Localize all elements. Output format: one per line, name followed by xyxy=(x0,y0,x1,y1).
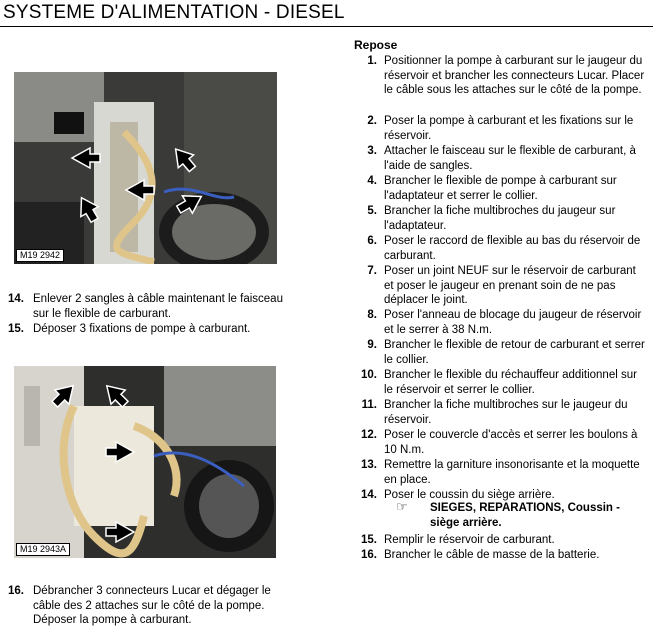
step-number: 3. xyxy=(367,145,377,157)
step-number: 16. xyxy=(8,585,24,597)
step-text: Brancher le câble de masse de la batterie. xyxy=(384,549,600,561)
cross-reference-text[interactable]: SIEGES, REPARATIONS, Coussin - siège arrière. xyxy=(430,502,620,529)
step-text: Brancher le flexible de retour de carburant et serrer le collier. xyxy=(384,339,645,366)
step-number: 14. xyxy=(361,489,377,501)
step-text: Attacher le faisceau sur le flexible de carburant, à l'aide de sangles. xyxy=(384,145,636,172)
step-text: Brancher le flexible de pompe à carburant sur l'adaptateur et serrer le collier. xyxy=(384,175,617,202)
step-number: 5. xyxy=(367,205,377,217)
step-number: 15. xyxy=(8,323,24,335)
step-text: Poser le couvercle d'accès et serrer les boulons à 10 N.m. xyxy=(384,429,638,456)
step-number: 1. xyxy=(367,55,377,67)
step-number: 11. xyxy=(361,399,377,411)
page-title: SYSTEME D'ALIMENTATION - DIESEL xyxy=(3,2,345,23)
step-text: Positionner la pompe à carburant sur le jaugeur du réservoir et brancher les connecteurs Lucar. Placer le câble sous les attaches sur le côté de la pompe. xyxy=(384,55,645,97)
step-text: Remplir le réservoir de carburant. xyxy=(384,534,555,546)
figure-2-photo xyxy=(14,366,276,558)
step-number: 12. xyxy=(361,429,377,441)
page-header xyxy=(0,0,653,27)
step-number: 4. xyxy=(367,175,377,187)
step-text: Poser l'anneau de blocage du jaugeur de réservoir et le serrer à 38 N.m. xyxy=(384,309,642,336)
step-number: 15. xyxy=(361,534,377,546)
fuel-pump-photo-icon xyxy=(14,72,277,264)
figure-label: M19 2943A xyxy=(16,543,70,556)
step-text: Brancher la fiche multibroches du jaugeur sur l'adaptateur. xyxy=(384,205,616,232)
pointing-hand-icon: ☞ xyxy=(396,499,408,514)
step-number: 2. xyxy=(367,115,377,127)
step-number: 6. xyxy=(367,235,377,247)
figure-label: M19 2942 xyxy=(16,249,64,262)
step-text: Poser la pompe à carburant et les fixations sur le réservoir. xyxy=(384,115,634,142)
step-text: Remettre la garniture insonorisante et la moquette en place. xyxy=(384,459,640,486)
step-number: 14. xyxy=(8,293,24,305)
step-number: 13. xyxy=(361,459,377,471)
step-number: 7. xyxy=(367,265,377,277)
step-text: Poser le coussin du siège arrière. xyxy=(384,489,555,501)
step-number: 16. xyxy=(361,549,377,561)
step-text: Brancher la fiche multibroches sur le jaugeur du réservoir. xyxy=(384,399,628,426)
step-number: 10. xyxy=(361,369,377,381)
step-text: Débrancher 3 connecteurs Lucar et dégager le câble des 2 attaches sur le côté de la pompe. Déposer la pompe à carburant. xyxy=(33,585,271,627)
step-number: 9. xyxy=(367,339,377,351)
fuel-pump-photo-icon xyxy=(14,366,276,558)
step-text: Poser un joint NEUF sur le réservoir de carburant et poser le jaugeur en prenant soin de ne pas déplacer le joint. xyxy=(384,265,636,307)
section-heading-repose: Repose xyxy=(354,38,398,52)
figure-1-photo xyxy=(14,72,277,264)
step-text: Brancher le flexible du réchauffeur additionnel sur le réservoir et serrer le collier. xyxy=(384,369,637,396)
step-number: 8. xyxy=(367,309,377,321)
step-text: Poser le raccord de flexible au bas du réservoir de carburant. xyxy=(384,235,641,262)
step-text: Enlever 2 sangles à câble maintenant le faisceau sur le flexible de carburant. xyxy=(33,293,283,320)
step-text: Déposer 3 fixations de pompe à carburant. xyxy=(33,323,251,335)
